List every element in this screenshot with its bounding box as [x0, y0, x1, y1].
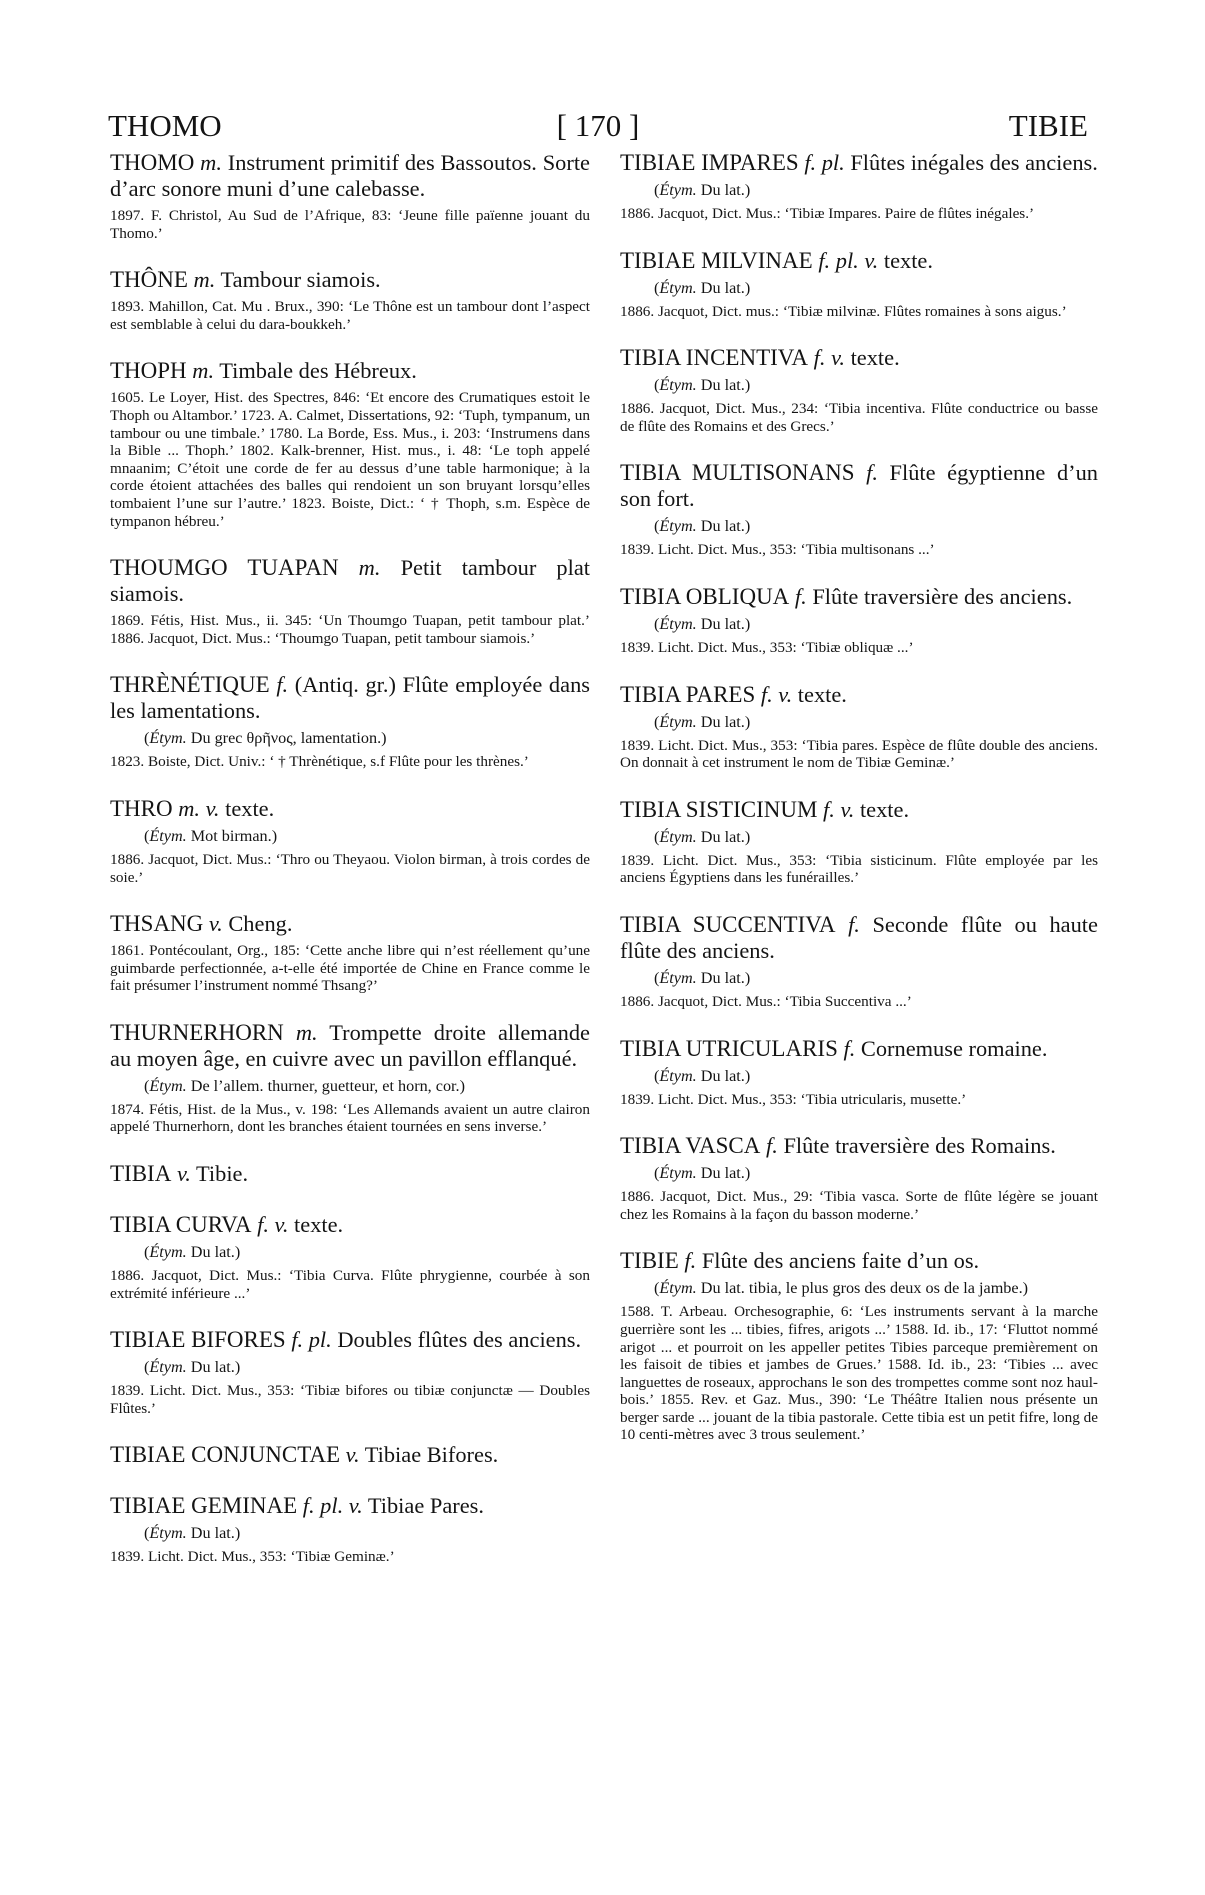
citations: 1886. Jacquot, Dict. mus.: ‘Tibiæ milvinæ. Flûtes romaines à sons aigus.’: [620, 302, 1067, 320]
grammatical-label: f. pl.: [291, 1327, 332, 1353]
grammatical-label: v.: [208, 911, 223, 937]
dictionary-entry: [620, 1133, 1098, 1223]
grammatical-label: f. pl.: [804, 150, 845, 175]
etymology: (Étym. Du lat.): [654, 1164, 751, 1183]
etymology: (Étym. Mot birman.): [144, 826, 278, 845]
dictionary-entry: [110, 1442, 590, 1468]
dictionary-entry: [110, 358, 590, 530]
dictionary-entry: [110, 911, 590, 995]
dictionary-entry: [110, 1493, 590, 1566]
headword: THOMO: [110, 150, 195, 175]
headword: TIBIA MULTISONANS: [620, 460, 855, 486]
entry-headline: [110, 1020, 590, 1072]
definition: texte.: [225, 795, 275, 821]
etymology-text: Du lat.: [700, 614, 745, 633]
etymology-text: Du lat.: [700, 1164, 745, 1183]
entry-headline: [110, 672, 590, 724]
citations: 1886. Jacquot, Dict. Mus.: ‘Tibiæ Impares. Paire de flûtes inégales.’: [620, 205, 1035, 222]
dictionary-entry: [110, 1212, 590, 1302]
citations: 1886. Jacquot, Dict. Mus.: ‘Thro ou Theyaou. Violon birman, à trois cordes de soie.’: [110, 850, 590, 886]
entry-headline: [620, 460, 1098, 512]
entry-headline: [620, 248, 1098, 274]
definition: Tibiae Pares.: [367, 1493, 484, 1519]
grammatical-label: m.: [193, 267, 216, 293]
etymology-text: Mot birman.: [190, 826, 272, 845]
grammatical-label: f. v.: [257, 1212, 289, 1238]
etymology-text: Du lat.: [700, 181, 745, 199]
citations: 1869. Fétis, Hist. Mus., ii. 345: ‘Un Thoumgo Tuapan, petit tambour plat.’ 1886. Jacquot, Dict. Mus.: ‘Thoumgo Tuapan, petit tambour siamois.’: [110, 612, 590, 647]
dictionary-entry: [620, 1036, 1098, 1109]
citations: 1886. Jacquot, Dict. Mus., 29: ‘Tibia vasca. Sorte de flûte légère se jouant chez les Romains à la façon du basson moderne.’: [620, 1188, 1098, 1223]
grammatical-label: m.: [200, 150, 222, 175]
entry-headline: [110, 911, 590, 937]
entry-headline: [110, 1493, 590, 1519]
dictionary-entry: [620, 460, 1098, 559]
dictionary-entry: [620, 584, 1098, 657]
entry-headline: [620, 150, 1098, 176]
citations: 1823. Boiste, Dict. Univ.: ‘ † Thrènétique, s.f Flûte pour les thrènes.’: [110, 753, 529, 771]
entry-headline: [110, 1442, 590, 1468]
entry-headline: [110, 150, 590, 202]
etymology: (Étym. Du lat.): [654, 1066, 751, 1085]
citations: 1839. Licht. Dict. Mus., 353: ‘Tibiæ bifores ou tibiæ conjunctæ — Doubles Flûtes.’: [110, 1382, 590, 1417]
running-head-right: TIBIE: [1008, 108, 1088, 143]
entry-headline: [620, 1133, 1098, 1159]
dictionary-entry: [620, 345, 1098, 435]
grammatical-label: v.: [176, 1161, 191, 1187]
etymology-text: Du lat.: [190, 1358, 235, 1377]
grammatical-label: f.: [766, 1133, 778, 1159]
definition: Doubles flûtes des anciens.: [337, 1327, 582, 1353]
dictionary-entry: [620, 682, 1098, 772]
citations: 1839. Licht. Dict. Mus., 353: ‘Tibia pares. Espèce de flûte double des anciens. On donnait à cet instrument le nom de Tibiæ Geminæ.’: [620, 736, 1098, 772]
definition: Tibiae Bifores.: [364, 1442, 499, 1468]
definition: Timbale des Hébreux.: [219, 358, 417, 384]
entry-headline: [620, 682, 1098, 708]
citations: 1605. Le Loyer, Hist. des Spectres, 846: ‘Et encore des Crumatiques estoit le Thoph ou Altambor.’ 1723. A. Calmet, Dissertations, 92: ‘Tuph, tympanum, un tambour ou une timbale.’ 1780. La Borde, Ess. Mus., i. 203: ‘Instrumens dans la Bible ... Thoph.’ 1802. Kalk-brenner, Hist. mus., i. 48: ‘Le toph appelé mnaanim; C’étoit une corde de fer au dessus d’une table harmonique; à la corde étoient attachées des balles qui rendoient un son bruyant lorsqu’elles tombaient l’une sur l’autre.’ 1823. Boiste, Dict.: ‘ † Thoph, s.m. Espèce de tympanon hébreu.’: [110, 389, 590, 530]
entry-headline: [110, 1212, 590, 1238]
dictionary-entry: [110, 1161, 590, 1187]
etymology-text: Du lat.: [190, 1524, 235, 1543]
etymology-text: De l’allem. thurner, guetteur, et horn, cor.: [190, 1076, 460, 1095]
definition: Cornemuse romaine.: [860, 1035, 1048, 1061]
dictionary-entry: [110, 1020, 590, 1136]
dictionary-entry: [620, 912, 1098, 1011]
etymology: (Étym. Du lat.): [144, 1358, 241, 1377]
etymology: (Étym. Du lat. tibia, le plus gros des deux os de la jambe.): [654, 1279, 1029, 1298]
entry-headline: [110, 796, 590, 822]
entry-headline: [110, 267, 590, 293]
definition: Tibie.: [196, 1161, 249, 1187]
citations: 1861. Pontécoulant, Org., 185: ‘Cette anche libre qui n’est réellement qu’une guimbarde perfectionnée, a-t-elle été importée de Chine en France comme le fait présumer l’instrument nommé Thsang?’: [110, 942, 590, 995]
dictionary-entry: [620, 150, 1098, 223]
definition: Petit tambour plat siamois.: [110, 555, 590, 607]
citations: 1839. Licht. Dict. Mus., 353: ‘Tibia multisonans ...’: [620, 541, 935, 559]
etymology-text: Du lat.: [700, 517, 745, 536]
entry-headline: [620, 797, 1098, 823]
page-number: [ 170 ]: [556, 108, 640, 143]
dictionary-entry: [110, 150, 590, 242]
etymology: (Étym. Du lat.): [144, 1524, 241, 1543]
running-head-left: THOMO: [108, 108, 222, 143]
definition: Flûte traversière des Romains.: [783, 1133, 1056, 1159]
dictionary-entry: [110, 267, 590, 333]
headword: TIBIA: [110, 1161, 172, 1187]
dictionary-entry: [620, 1248, 1098, 1444]
etymology-text: Du lat.: [700, 278, 745, 297]
definition: Instrument primitif des Bassoutos. Sorte d’arc sonore muni d’une calebasse.: [110, 150, 590, 201]
citations: 1839. Licht. Dict. Mus., 353: ‘Tibiæ Geminæ.’: [110, 1548, 395, 1566]
etymology-text: Du lat.: [190, 1243, 235, 1262]
definition: Flûtes inégales des anciens.: [850, 150, 1098, 175]
grammatical-label: m.: [192, 358, 215, 384]
entry-headline: [620, 584, 1098, 610]
entry-headline: [110, 555, 590, 607]
entry-headline: [620, 345, 1098, 371]
citations: 1588. T. Arbeau. Orchesographie, 6: ‘Les instruments servant à la marche guerrière sont les ... tibies, fifres, arigots ...’ 1588. Id. ib., 17: ‘Fluttot nommé arigot ... et pourroit on les appeller petites Tibies parceque premièrement on les faisoit de tibies et jambes de Grues.’ 1588. Id. ib., 23: ‘Tibies ... avec languettes de roseaux, approchans le son des trompettes comme sont noz haul-bois.’ 1855. Rev. et Gaz. Mus., 390: ‘Le Théâtre Italien nous présente un berger sarde ... jouant de la tibia pastorale. Cette tibia est un petit fifre, long de 10 centi-mètres avec 3 trous seulement.’: [620, 1303, 1098, 1444]
citations: 1886. Jacquot, Dict. Mus.: ‘Tibia Succentiva ...’: [620, 992, 912, 1010]
grammatical-label: f. pl. v.: [818, 247, 879, 273]
headword: THRÈNÉTIQUE: [110, 672, 270, 698]
headword: TIBIA UTRICULARIS: [620, 1035, 838, 1061]
citations: 1839. Licht. Dict. Mus., 353: ‘Tibiæ obliquæ ...’: [620, 638, 914, 656]
grammatical-label: f. v.: [813, 345, 845, 371]
entry-headline: [110, 1327, 590, 1353]
citations: 1893. Mahillon, Cat. Mu . Brux., 390: ‘Le Thône est un tambour dont l’aspect est semblable à celui du dara-boukkeh.’: [110, 298, 590, 333]
headword: TIBIAE BIFORES: [110, 1327, 286, 1353]
headword: TIBIAE CONJUNCTAE: [110, 1442, 341, 1468]
etymology-text: Du lat.: [700, 712, 745, 731]
grammatical-label: f.: [843, 1035, 856, 1061]
dictionary-entry: [110, 672, 590, 771]
etymology: (Étym. Du grec θρῆνος, lamentation.): [144, 729, 387, 748]
definition: (Antiq. gr.) Flûte employée dans les lamentations.: [110, 672, 590, 724]
citations: 1886. Jacquot, Dict. Mus., 234: ‘Tibia incentiva. Flûte conductrice ou basse de flûte des Romains et des Grecs.’: [620, 400, 1098, 435]
definition: texte.: [850, 345, 900, 371]
headword: THURNERHORN: [110, 1019, 284, 1045]
etymology-text: Du lat.: [700, 376, 745, 395]
citations: 1886. Jacquot, Dict. Mus.: ‘Tibia Curva. Flûte phrygienne, courbée à son extrémité inférieure ...’: [110, 1267, 590, 1302]
etymology: (Étym. Du lat.): [654, 712, 751, 731]
grammatical-label: f.: [848, 911, 860, 937]
etymology-text: Du lat.: [700, 968, 745, 987]
definition: Tambour siamois.: [220, 267, 381, 293]
etymology: (Étym. Du lat.): [144, 1243, 241, 1262]
grammatical-label: f. pl. v.: [302, 1493, 363, 1519]
headword: TIBIA OBLIQUA: [620, 583, 790, 609]
grammatical-label: f.: [684, 1248, 697, 1274]
entry-headline: [620, 912, 1098, 964]
definition: Flûte traversière des anciens.: [812, 583, 1073, 609]
headword: TIBIAE IMPARES: [620, 150, 799, 175]
grammatical-label: f.: [276, 672, 289, 698]
grammatical-label: v.: [345, 1442, 360, 1468]
etymology-text: Du lat. tibia, le plus gros des deux os de la jambe.: [700, 1279, 1023, 1298]
headword: TIBIAE GEMINAE: [110, 1493, 298, 1519]
etymology: (Étym. Du lat.): [654, 614, 751, 633]
grammatical-label: f. v.: [760, 681, 793, 707]
headword: THÔNE: [110, 267, 188, 293]
etymology-text: Du grec θρῆνος, lamentation.: [190, 729, 382, 748]
headword: TIBIAE MILVINAE: [620, 247, 813, 273]
citations: 1897. F. Christol, Au Sud de l’Afrique, 83: ‘Jeune fille païenne jouant du Thomo.’: [110, 207, 590, 242]
dictionary-entry: [110, 1327, 590, 1417]
citations: 1874. Fétis, Hist. de la Mus., v. 198: ‘Les Allemands avaient un autre clairon appelé Thurnerhorn, dont les branches étaient tournées en sens inverse.’: [110, 1100, 590, 1136]
definition: Cheng.: [228, 911, 293, 937]
left-column: [110, 150, 590, 1591]
running-head: [108, 104, 1088, 148]
headword: TIBIA INCENTIVA: [620, 345, 809, 371]
definition: texte.: [797, 681, 847, 707]
grammatical-label: f.: [866, 460, 878, 486]
headword: TIBIA SISTICINUM: [620, 796, 818, 822]
headword: THRO: [110, 795, 173, 821]
definition: Flûte des anciens faite d’un os.: [701, 1248, 980, 1274]
etymology: (Étym. Du lat.): [654, 968, 751, 987]
headword: TIBIA VASCA: [620, 1133, 761, 1159]
headword: TIBIA CURVA: [110, 1212, 252, 1238]
headword: TIBIA PARES: [620, 681, 756, 707]
etymology: (Étym. Du lat.): [654, 181, 751, 199]
dictionary-entry: [620, 797, 1098, 887]
etymology-text: Du lat.: [700, 827, 745, 846]
definition: texte.: [294, 1212, 344, 1238]
entry-headline: [620, 1248, 1098, 1274]
entry-headline: [110, 1161, 590, 1187]
grammatical-label: f. v.: [823, 796, 855, 822]
etymology: (Étym. Du lat.): [654, 376, 751, 395]
etymology: (Étym. Du lat.): [654, 517, 751, 536]
grammatical-label: m.: [358, 555, 381, 581]
headword: THSANG: [110, 911, 204, 937]
definition: texte.: [859, 796, 910, 822]
definition: texte.: [883, 247, 933, 273]
citations: 1839. Licht. Dict. Mus., 353: ‘Tibia utricularis, musette.’: [620, 1090, 967, 1108]
dictionary-entry: [620, 248, 1098, 321]
etymology: (Étym. Du lat.): [654, 827, 751, 846]
grammatical-label: f.: [794, 583, 807, 609]
definition: Trompette droite allemande au moyen âge, en cuivre avec un pavillon efflanqué.: [110, 1019, 590, 1071]
definition: Flûte égyptienne d’un son fort.: [620, 460, 1098, 512]
headword: TIBIA SUCCENTIVA: [620, 911, 836, 937]
headword: THOPH: [110, 358, 187, 384]
etymology: (Étym. De l’allem. thurner, guetteur, et horn, cor.): [144, 1076, 465, 1095]
etymology: (Étym. Du lat.): [654, 278, 751, 297]
headword: THOUMGO TUAPAN: [110, 555, 339, 581]
entry-headline: [110, 358, 590, 384]
dictionary-entry: [110, 555, 590, 647]
right-column: [620, 150, 1098, 1469]
grammatical-label: m.: [295, 1019, 318, 1045]
citations: 1839. Licht. Dict. Mus., 353: ‘Tibia sisticinum. Flûte employée par les anciens Égyptiens dans les funérailles.’: [620, 851, 1098, 887]
dictionary-entry: [110, 796, 590, 886]
grammatical-label: m. v.: [178, 795, 220, 821]
entry-headline: [620, 1036, 1098, 1062]
definition: Seconde flûte ou haute flûte des anciens.: [620, 911, 1098, 963]
etymology-text: Du lat.: [700, 1066, 745, 1085]
headword: TIBIE: [620, 1248, 679, 1274]
